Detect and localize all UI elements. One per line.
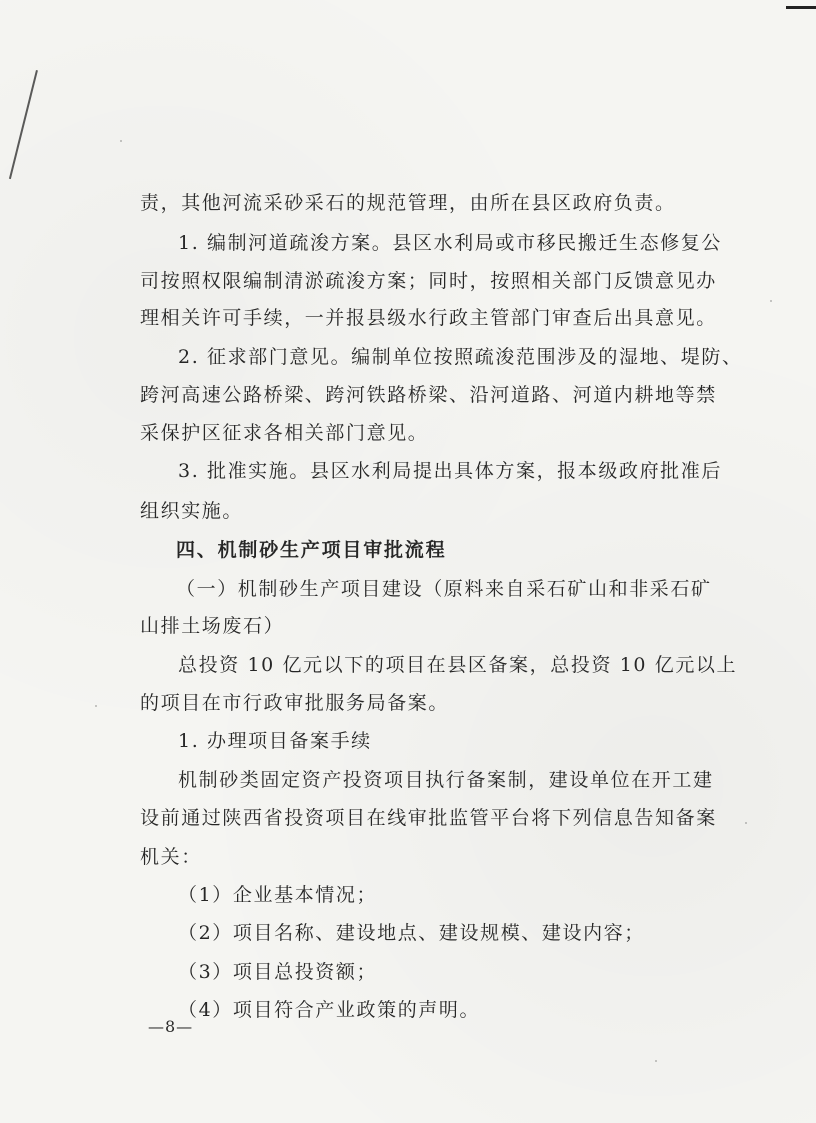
paragraph-line: 机制砂类固定资产投资项目执行备案制，建设单位在开工建 — [178, 769, 714, 791]
paragraph-line: 跨河高速公路桥梁、跨河铁路桥梁、沿河道路、河道内耕地等禁 — [140, 384, 717, 406]
paragraph-line: 2. 征求部门意见。编制单位按照疏浚范围涉及的湿地、堤防、 — [178, 346, 743, 368]
scan-speck — [745, 822, 747, 824]
scan-speck — [655, 1060, 657, 1062]
paragraph-line: 组织实施。 — [140, 500, 244, 522]
scan-speck — [770, 300, 772, 302]
list-item: （3）项目总投资额； — [178, 961, 378, 983]
paragraph-line: 设前通过陕西省投资项目在线审批监管平台将下列信息告知备案 — [140, 807, 717, 829]
paragraph-line: 的项目在市行政审批服务局备案。 — [140, 692, 450, 714]
paragraph-line: 山排土场废石） — [140, 615, 285, 637]
paragraph-line: 采保护区征求各相关部门意见。 — [140, 422, 429, 444]
paragraph-line: 1. 编制河道疏浚方案。县区水利局或市移民搬迁生态修复公 — [178, 232, 722, 254]
scan-corner-mark — [786, 6, 816, 9]
subsection-heading: （一）机制砂生产项目建设（原料来自采石矿山和非采石矿 — [176, 578, 712, 600]
scan-artifact-line — [9, 70, 38, 179]
scan-speck — [710, 470, 712, 472]
scan-speck — [120, 140, 122, 142]
paragraph-line: 责，其他河流采砂采石的规范管理，由所在县区政府负责。 — [140, 192, 676, 214]
page-number: —8— — [148, 1017, 194, 1036]
paragraph-line: 理相关许可手续，一并报县级水行政主管部门审查后出具意见。 — [140, 307, 717, 329]
list-item: （2）项目名称、建设地点、建设规模、建设内容； — [178, 922, 645, 944]
paragraph-line: 总投资 10 亿元以下的项目在县区备案，总投资 10 亿元以上 — [178, 654, 738, 676]
paragraph-line: 3. 批准实施。县区水利局提出具体方案，报本级政府批准后 — [178, 460, 722, 482]
paragraph-line: 机关： — [140, 846, 202, 868]
paragraph-line: 司按照权限编制清淤疏浚方案；同时，按照相关部门反馈意见办 — [140, 270, 717, 292]
list-item: （4）项目符合产业政策的声明。 — [178, 999, 481, 1021]
section-heading: 四、机制砂生产项目审批流程 — [176, 539, 447, 561]
paragraph-line: 1. 办理项目备案手续 — [178, 730, 372, 752]
list-item: （1）企业基本情况； — [178, 884, 378, 906]
scan-speck — [95, 705, 97, 707]
